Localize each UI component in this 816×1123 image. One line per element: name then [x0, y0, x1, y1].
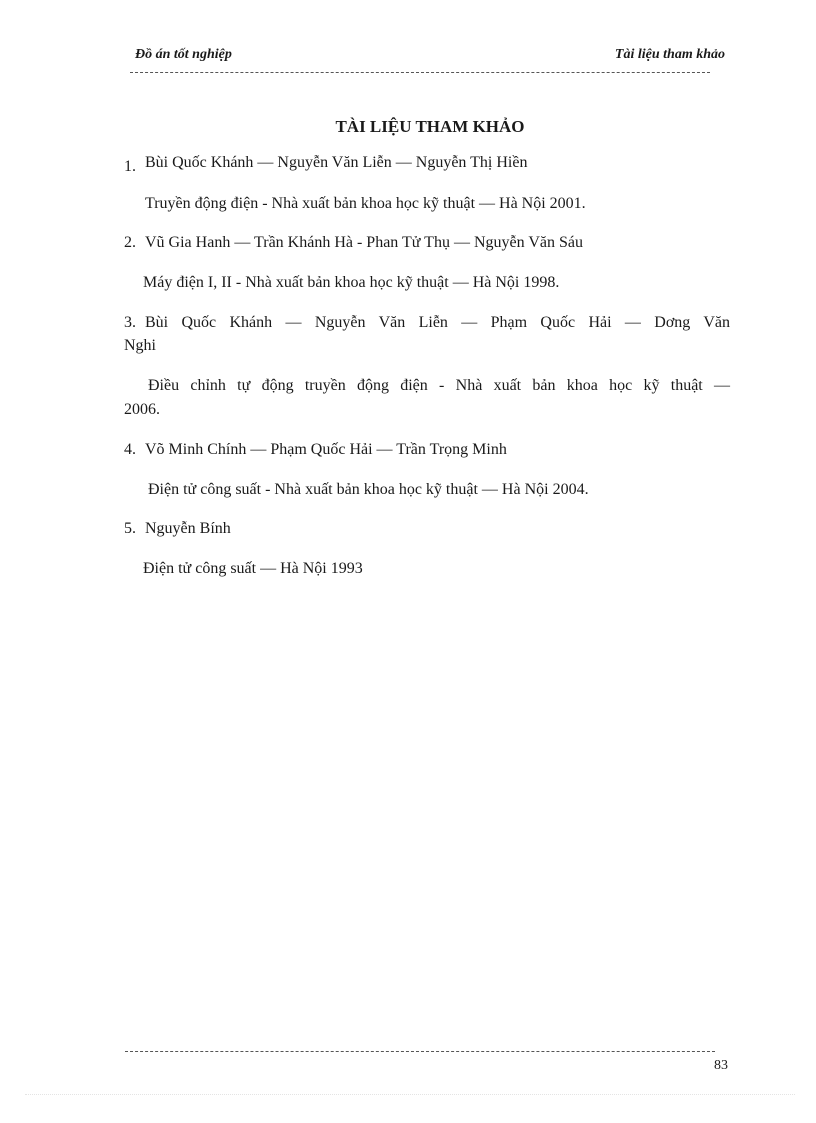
reference-1-work: Truyền động điện - Nhà xuất bản khoa học kỹ thuật — Hà Nội 2001.	[145, 195, 586, 212]
reference-2-authors: Vũ Gia Hanh — Trần Khánh Hà - Phan Tử Thụ — Nguyễn Văn Sáu	[145, 234, 583, 251]
reference-3-authors-line2: Nghi	[124, 337, 156, 354]
header-right: Tài liệu tham khảo	[614, 47, 725, 62]
reference-3-number: 3.	[124, 314, 136, 331]
reference-1-number: 1.	[124, 158, 136, 175]
reference-4-authors: Võ Minh Chính — Phạm Quốc Hải — Trần Trọng Minh	[145, 441, 507, 458]
reference-1-authors: Bùi Quốc Khánh — Nguyễn Văn Liễn — Nguyễn Thị Hiền	[145, 154, 528, 171]
reference-2-work: Máy điện I, II - Nhà xuất bản khoa học kỹ thuật — Hà Nội 1998.	[143, 274, 560, 291]
page-edge-divider	[25, 1094, 795, 1095]
reference-4-number: 4.	[124, 441, 136, 458]
header-left: Đồ án tốt nghiệp	[135, 47, 232, 62]
reference-5-authors: Nguyễn Bính	[145, 520, 231, 537]
footer-rule	[125, 1051, 715, 1052]
reference-3-work-line1: Điều chỉnh tự động truyền động điện - Nhà xuất bản khoa học kỹ thuật —	[148, 377, 730, 394]
page-number: 83	[714, 1058, 728, 1073]
reference-2-number: 2.	[124, 234, 136, 251]
reference-5-number: 5.	[124, 520, 136, 537]
reference-3-authors-line1: Bùi Quốc Khánh — Nguyễn Văn Liễn — Phạm Quốc Hải — Dơng Văn	[145, 314, 730, 331]
reference-3-work-line2: 2006.	[124, 401, 160, 418]
reference-4-work: Điện tử công suất - Nhà xuất bản khoa học kỹ thuật — Hà Nội 2004.	[148, 481, 589, 498]
reference-5-work: Điện tử công suất — Hà Nội 1993	[143, 560, 363, 577]
page-title: TÀI LIỆU THAM KHẢO	[335, 117, 525, 136]
header-rule	[130, 72, 710, 73]
